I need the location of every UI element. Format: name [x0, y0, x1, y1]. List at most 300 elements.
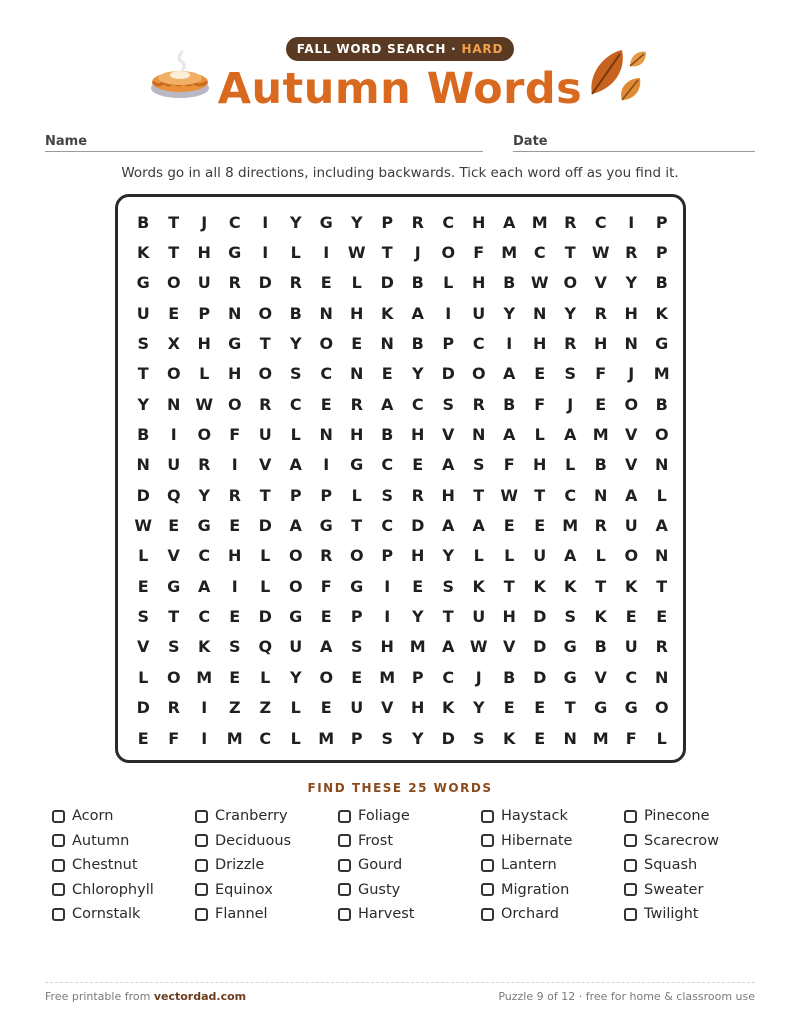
grid-cell[interactable]: B	[411, 273, 424, 293]
grid-cell[interactable]: S	[564, 364, 577, 384]
word-checkbox[interactable]	[338, 834, 351, 847]
grid-cell[interactable]: O	[563, 273, 578, 293]
grid-cell[interactable]: R	[655, 637, 668, 657]
grid-cell[interactable]: I	[201, 728, 208, 748]
grid-cell[interactable]: U	[197, 273, 211, 293]
grid-cell[interactable]: S	[442, 394, 455, 414]
grid-cell[interactable]: I	[231, 455, 238, 475]
grid-cell[interactable]: R	[411, 485, 424, 505]
word-checkbox[interactable]	[52, 908, 65, 921]
grid-cell[interactable]: M	[409, 637, 426, 657]
grid-cell[interactable]: H	[472, 273, 486, 293]
grid-cell[interactable]: P	[198, 303, 211, 323]
grid-cell[interactable]: B	[137, 425, 150, 445]
grid-cell[interactable]: R	[625, 243, 638, 263]
grid-cell[interactable]: M	[562, 516, 579, 536]
grid-cell[interactable]: M	[501, 243, 518, 263]
grid-cell[interactable]: T	[259, 334, 271, 354]
grid-cell[interactable]: C	[289, 394, 302, 414]
grid-cell[interactable]: U	[289, 637, 303, 657]
grid-cell[interactable]: W	[195, 394, 214, 414]
grid-cell[interactable]: G	[197, 516, 211, 536]
grid-cell[interactable]: O	[288, 546, 303, 566]
grid-cell[interactable]: L	[260, 546, 271, 566]
word-checkbox[interactable]	[338, 883, 351, 896]
word-list-item[interactable]	[338, 878, 481, 903]
grid-cell[interactable]: V	[625, 455, 638, 475]
word-checkbox[interactable]	[481, 810, 494, 823]
grid-cell[interactable]: T	[259, 485, 271, 505]
word-checkbox[interactable]	[624, 834, 637, 847]
word-checkbox[interactable]	[195, 834, 208, 847]
grid-cell[interactable]: K	[594, 607, 607, 627]
footer-site-link[interactable]: vectordad.com	[153, 990, 247, 1003]
grid-cell[interactable]: E	[381, 364, 393, 384]
grid-cell[interactable]: U	[472, 303, 486, 323]
grid-cell[interactable]: I	[323, 243, 330, 263]
grid-cell[interactable]: L	[351, 273, 362, 293]
grid-cell[interactable]: R	[594, 303, 607, 323]
grid-cell[interactable]: J	[414, 243, 421, 263]
grid-cell[interactable]: W	[469, 637, 488, 657]
grid-cell[interactable]: O	[319, 667, 334, 687]
grid-cell[interactable]: D	[533, 637, 547, 657]
grid-cell[interactable]: M	[379, 667, 396, 687]
grid-cell[interactable]: A	[442, 455, 455, 475]
grid-cell[interactable]: L	[656, 728, 667, 748]
grid-cell[interactable]: E	[534, 728, 546, 748]
grid-cell[interactable]: N	[624, 334, 638, 354]
grid-cell[interactable]: E	[534, 516, 546, 536]
grid-cell[interactable]: R	[411, 212, 424, 232]
grid-cell[interactable]: U	[624, 516, 638, 536]
word-checkbox[interactable]	[52, 810, 65, 823]
word-list-item[interactable]	[195, 804, 338, 829]
grid-cell[interactable]: S	[472, 728, 485, 748]
grid-cell[interactable]: B	[289, 303, 302, 323]
grid-cell[interactable]: C	[198, 546, 211, 566]
grid-cell[interactable]: V	[137, 637, 150, 657]
word-list-item[interactable]	[338, 829, 481, 854]
word-checkbox[interactable]	[481, 859, 494, 872]
grid-cell[interactable]: T	[473, 485, 485, 505]
grid-cell[interactable]: Q	[166, 485, 181, 505]
word-checkbox[interactable]	[195, 859, 208, 872]
grid-cell[interactable]: U	[624, 637, 638, 657]
grid-cell[interactable]: A	[442, 516, 455, 536]
grid-cell[interactable]: T	[534, 485, 546, 505]
grid-cell[interactable]: R	[228, 273, 241, 293]
grid-cell[interactable]: Y	[350, 212, 363, 232]
grid-cell[interactable]: V	[381, 698, 394, 718]
word-list-item[interactable]	[481, 853, 624, 878]
grid-cell[interactable]: S	[137, 607, 150, 627]
word-list-item[interactable]	[195, 878, 338, 903]
grid-cell[interactable]: N	[319, 303, 333, 323]
grid-cell[interactable]: J	[201, 212, 208, 232]
grid-cell[interactable]: H	[197, 243, 211, 263]
grid-cell[interactable]: W	[530, 273, 549, 293]
grid-cell[interactable]: W	[347, 243, 366, 263]
word-list-item[interactable]	[52, 878, 195, 903]
grid-cell[interactable]: G	[136, 273, 150, 293]
grid-cell[interactable]: H	[380, 637, 394, 657]
grid-cell[interactable]: C	[625, 667, 638, 687]
grid-cell[interactable]: N	[319, 425, 333, 445]
grid-cell[interactable]: S	[137, 334, 150, 354]
grid-cell[interactable]: A	[289, 455, 302, 475]
grid-cell[interactable]: V	[594, 667, 607, 687]
grid-cell[interactable]: B	[137, 212, 150, 232]
grid-cell[interactable]: P	[320, 485, 333, 505]
grid-cell[interactable]: A	[411, 303, 424, 323]
grid-cell[interactable]: C	[259, 728, 272, 748]
grid-cell[interactable]: I	[384, 576, 391, 596]
grid-cell[interactable]: N	[563, 728, 577, 748]
word-list-item[interactable]	[481, 829, 624, 854]
grid-cell[interactable]: O	[166, 667, 181, 687]
grid-cell[interactable]: A	[655, 516, 668, 536]
grid-cell[interactable]: G	[228, 334, 242, 354]
grid-cell[interactable]: C	[411, 394, 424, 414]
grid-cell[interactable]: E	[351, 334, 363, 354]
grid-cell[interactable]: E	[351, 667, 363, 687]
grid-cell[interactable]: O	[197, 425, 212, 445]
grid-cell[interactable]: P	[289, 485, 302, 505]
word-list-item[interactable]	[52, 829, 195, 854]
word-checkbox[interactable]	[338, 810, 351, 823]
grid-cell[interactable]: S	[564, 607, 577, 627]
grid-cell[interactable]: B	[381, 425, 394, 445]
grid-cell[interactable]: O	[319, 334, 334, 354]
grid-cell[interactable]: C	[320, 364, 333, 384]
grid-cell[interactable]: K	[381, 303, 394, 323]
word-checkbox[interactable]	[195, 883, 208, 896]
grid-cell[interactable]: C	[381, 455, 394, 475]
grid-cell[interactable]: R	[289, 273, 302, 293]
grid-cell[interactable]: T	[503, 576, 515, 596]
grid-cell[interactable]: B	[503, 667, 516, 687]
grid-cell[interactable]: M	[196, 667, 213, 687]
grid-cell[interactable]: D	[441, 728, 455, 748]
grid-cell[interactable]: S	[381, 728, 394, 748]
grid-cell[interactable]: L	[290, 698, 301, 718]
grid-cell[interactable]: E	[320, 698, 332, 718]
grid-cell[interactable]: E	[412, 576, 424, 596]
grid-cell[interactable]: H	[411, 698, 425, 718]
grid-cell[interactable]: A	[472, 516, 485, 536]
grid-cell[interactable]: I	[170, 425, 177, 445]
grid-cell[interactable]: E	[229, 607, 241, 627]
grid-cell[interactable]: Y	[411, 728, 424, 748]
word-checkbox[interactable]	[338, 859, 351, 872]
grid-cell[interactable]: N	[136, 455, 150, 475]
grid-cell[interactable]: C	[594, 212, 607, 232]
grid-cell[interactable]: G	[319, 212, 333, 232]
grid-cell[interactable]: P	[350, 728, 363, 748]
grid-cell[interactable]: L	[595, 546, 606, 566]
word-list-item[interactable]	[338, 804, 481, 829]
grid-cell[interactable]: T	[564, 243, 576, 263]
grid-cell[interactable]: F	[534, 394, 546, 414]
word-list-item[interactable]	[481, 804, 624, 829]
grid-cell[interactable]: Y	[289, 334, 302, 354]
grid-cell[interactable]: I	[506, 334, 513, 354]
grid-cell[interactable]: A	[198, 576, 211, 596]
grid-cell[interactable]: D	[258, 273, 272, 293]
grid-cell[interactable]: K	[655, 303, 668, 323]
grid-cell[interactable]: V	[442, 425, 455, 445]
word-checkbox[interactable]	[624, 859, 637, 872]
grid-cell[interactable]: F	[473, 243, 485, 263]
grid-cell[interactable]: U	[533, 546, 547, 566]
grid-cell[interactable]: C	[381, 516, 394, 536]
grid-cell[interactable]: S	[350, 637, 363, 657]
grid-cell[interactable]: L	[290, 425, 301, 445]
word-checkbox[interactable]	[624, 883, 637, 896]
grid-cell[interactable]: H	[411, 425, 425, 445]
grid-cell[interactable]: K	[442, 698, 455, 718]
grid-cell[interactable]: K	[503, 728, 516, 748]
grid-cell[interactable]: K	[472, 576, 485, 596]
grid-cell[interactable]: T	[595, 576, 607, 596]
grid-cell[interactable]: A	[503, 212, 516, 232]
grid-cell[interactable]: J	[475, 667, 482, 687]
grid-cell[interactable]: F	[625, 728, 637, 748]
grid-cell[interactable]: F	[320, 576, 332, 596]
grid-cell[interactable]: E	[320, 273, 332, 293]
grid-cell[interactable]: G	[350, 455, 364, 475]
word-list-item[interactable]	[195, 829, 338, 854]
grid-cell[interactable]: B	[655, 394, 668, 414]
grid-cell[interactable]: T	[168, 607, 180, 627]
word-checkbox[interactable]	[624, 908, 637, 921]
grid-cell[interactable]: G	[563, 637, 577, 657]
grid-cell[interactable]: P	[381, 212, 394, 232]
grid-cell[interactable]: A	[381, 394, 394, 414]
word-list-item[interactable]	[624, 853, 767, 878]
grid-cell[interactable]: C	[442, 212, 455, 232]
grid-cell[interactable]: U	[167, 455, 181, 475]
word-list-item[interactable]	[195, 902, 338, 927]
grid-cell[interactable]: P	[411, 667, 424, 687]
grid-cell[interactable]: C	[564, 485, 577, 505]
word-list-item[interactable]	[195, 853, 338, 878]
grid-cell[interactable]: P	[655, 243, 668, 263]
grid-cell[interactable]: Y	[442, 546, 455, 566]
grid-cell[interactable]: O	[441, 243, 456, 263]
grid-cell[interactable]: U	[472, 607, 486, 627]
grid-cell[interactable]: E	[412, 455, 424, 475]
grid-cell[interactable]: O	[654, 698, 669, 718]
grid-cell[interactable]: D	[533, 667, 547, 687]
grid-cell[interactable]: M	[592, 728, 609, 748]
grid-cell[interactable]: W	[591, 243, 610, 263]
grid-cell[interactable]: M	[226, 728, 243, 748]
grid-cell[interactable]: O	[166, 273, 181, 293]
grid-cell[interactable]: L	[504, 546, 515, 566]
grid-cell[interactable]: S	[381, 485, 394, 505]
grid-cell[interactable]: E	[168, 303, 180, 323]
grid-cell[interactable]: N	[655, 455, 669, 475]
grid-cell[interactable]: G	[319, 516, 333, 536]
grid-cell[interactable]: E	[229, 667, 241, 687]
grid-cell[interactable]: D	[258, 516, 272, 536]
grid-cell[interactable]: Y	[503, 303, 516, 323]
grid-cell[interactable]: L	[138, 667, 149, 687]
word-checkbox[interactable]	[481, 834, 494, 847]
grid-cell[interactable]: E	[137, 576, 149, 596]
grid-cell[interactable]: G	[563, 667, 577, 687]
grid-cell[interactable]: C	[472, 334, 485, 354]
word-list-item[interactable]	[52, 804, 195, 829]
grid-cell[interactable]: U	[258, 425, 272, 445]
grid-cell[interactable]: Y	[137, 394, 150, 414]
grid-cell[interactable]: I	[384, 607, 391, 627]
grid-cell[interactable]: U	[136, 303, 150, 323]
grid-cell[interactable]: Y	[472, 698, 485, 718]
grid-cell[interactable]: S	[442, 576, 455, 596]
grid-cell[interactable]: C	[442, 667, 455, 687]
grid-cell[interactable]: T	[137, 364, 149, 384]
grid-cell[interactable]: H	[533, 334, 547, 354]
grid-cell[interactable]: B	[594, 637, 607, 657]
grid-cell[interactable]: R	[167, 698, 180, 718]
grid-cell[interactable]: G	[624, 698, 638, 718]
grid-cell[interactable]: A	[564, 425, 577, 445]
grid-cell[interactable]: L	[260, 576, 271, 596]
grid-cell[interactable]: R	[564, 334, 577, 354]
grid-cell[interactable]: E	[625, 607, 637, 627]
grid-cell[interactable]: D	[411, 516, 425, 536]
grid-cell[interactable]: U	[350, 698, 364, 718]
word-checkbox[interactable]	[52, 883, 65, 896]
grid-cell[interactable]: O	[166, 364, 181, 384]
grid-cell[interactable]: O	[624, 394, 639, 414]
grid-cell[interactable]: E	[168, 516, 180, 536]
grid-cell[interactable]: D	[533, 607, 547, 627]
word-list-item[interactable]	[338, 853, 481, 878]
grid-cell[interactable]: I	[628, 212, 635, 232]
grid-cell[interactable]: K	[625, 576, 638, 596]
grid-cell[interactable]: A	[503, 425, 516, 445]
grid-cell[interactable]: E	[595, 394, 607, 414]
grid-cell[interactable]: B	[594, 455, 607, 475]
grid-cell[interactable]: R	[564, 212, 577, 232]
grid-cell[interactable]: N	[472, 425, 486, 445]
grid-cell[interactable]: G	[167, 576, 181, 596]
grid-cell[interactable]: E	[534, 698, 546, 718]
grid-cell[interactable]: C	[198, 607, 211, 627]
grid-cell[interactable]: R	[259, 394, 272, 414]
grid-cell[interactable]: B	[503, 394, 516, 414]
grid-cell[interactable]: E	[320, 607, 332, 627]
grid-cell[interactable]: H	[624, 303, 638, 323]
grid-cell[interactable]: B	[411, 334, 424, 354]
name-field[interactable]	[45, 151, 483, 152]
grid-cell[interactable]: O	[288, 576, 303, 596]
grid-cell[interactable]: T	[168, 212, 180, 232]
grid-cell[interactable]: O	[654, 425, 669, 445]
grid-cell[interactable]: H	[197, 334, 211, 354]
grid-cell[interactable]: V	[167, 546, 180, 566]
grid-cell[interactable]: Y	[625, 273, 638, 293]
grid-cell[interactable]: Y	[289, 667, 302, 687]
grid-cell[interactable]: N	[167, 394, 181, 414]
grid-cell[interactable]: T	[168, 243, 180, 263]
grid-cell[interactable]: S	[472, 455, 485, 475]
grid-cell[interactable]: W	[500, 485, 519, 505]
grid-cell[interactable]: L	[199, 364, 210, 384]
grid-cell[interactable]: H	[472, 212, 486, 232]
grid-cell[interactable]: G	[655, 334, 669, 354]
grid-cell[interactable]: R	[320, 546, 333, 566]
word-list-item[interactable]	[481, 902, 624, 927]
grid-cell[interactable]: V	[259, 455, 272, 475]
word-checkbox[interactable]	[52, 859, 65, 872]
grid-cell[interactable]: L	[473, 546, 484, 566]
grid-cell[interactable]: Z	[259, 698, 272, 718]
grid-cell[interactable]: P	[655, 212, 668, 232]
grid-cell[interactable]: W	[134, 516, 153, 536]
grid-cell[interactable]: I	[262, 212, 269, 232]
grid-cell[interactable]: F	[503, 455, 515, 475]
grid-cell[interactable]: Y	[411, 364, 424, 384]
word-list-item[interactable]	[52, 902, 195, 927]
grid-cell[interactable]: G	[350, 576, 364, 596]
word-list-item[interactable]	[481, 878, 624, 903]
grid-cell[interactable]: G	[289, 607, 303, 627]
grid-cell[interactable]: A	[289, 516, 302, 536]
grid-cell[interactable]: I	[323, 455, 330, 475]
grid-cell[interactable]: D	[380, 273, 394, 293]
grid-cell[interactable]: I	[231, 576, 238, 596]
grid-cell[interactable]: M	[318, 728, 335, 748]
grid-cell[interactable]: O	[349, 546, 364, 566]
grid-cell[interactable]: N	[655, 667, 669, 687]
grid-cell[interactable]: D	[258, 607, 272, 627]
grid-cell[interactable]: N	[228, 303, 242, 323]
grid-cell[interactable]: Y	[198, 485, 211, 505]
grid-cell[interactable]: T	[381, 243, 393, 263]
grid-cell[interactable]: P	[442, 334, 455, 354]
grid-cell[interactable]: E	[656, 607, 668, 627]
grid-cell[interactable]: L	[351, 485, 362, 505]
grid-cell[interactable]: G	[228, 243, 242, 263]
grid-cell[interactable]: N	[533, 303, 547, 323]
grid-cell[interactable]: P	[381, 546, 394, 566]
grid-cell[interactable]: E	[229, 516, 241, 536]
date-field[interactable]	[513, 151, 755, 152]
grid-cell[interactable]: X	[167, 334, 180, 354]
grid-cell[interactable]: L	[290, 728, 301, 748]
grid-cell[interactable]: Y	[411, 607, 424, 627]
grid-cell[interactable]: O	[624, 546, 639, 566]
grid-cell[interactable]: M	[531, 212, 548, 232]
grid-cell[interactable]: Z	[228, 698, 241, 718]
grid-cell[interactable]: T	[351, 516, 363, 536]
grid-cell[interactable]: J	[567, 394, 574, 414]
grid-cell[interactable]: R	[228, 485, 241, 505]
word-checkbox[interactable]	[52, 834, 65, 847]
word-list-item[interactable]	[338, 902, 481, 927]
grid-cell[interactable]: E	[320, 394, 332, 414]
word-list-item[interactable]	[624, 902, 767, 927]
word-checkbox[interactable]	[481, 883, 494, 896]
grid-cell[interactable]: A	[320, 637, 333, 657]
grid-cell[interactable]: J	[628, 364, 635, 384]
grid-cell[interactable]: H	[533, 455, 547, 475]
